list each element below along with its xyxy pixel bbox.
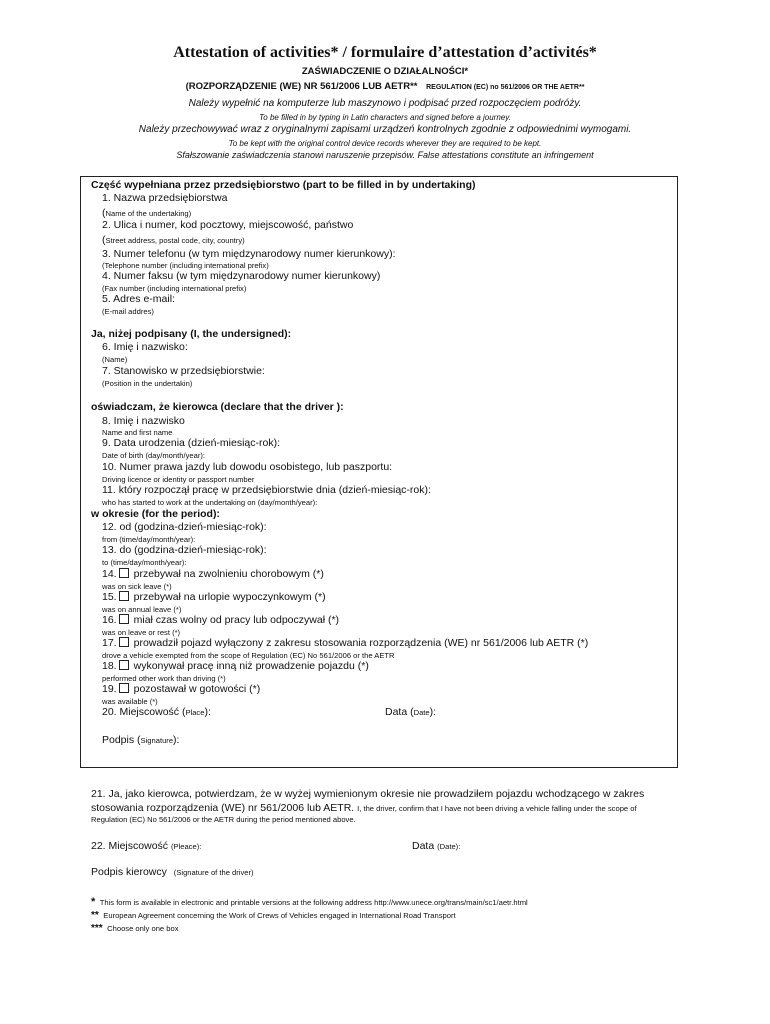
- option-14-hint: was on sick leave (*): [102, 582, 172, 591]
- option-17-hint: drove a vehicle exempted from the scope of Regulation (EC) No 561/2006 or the AETR: [102, 651, 395, 660]
- field-7-hint: (Position in the undertakin): [102, 379, 193, 388]
- field-6-label[interactable]: 6. Imię i nazwisko:: [102, 341, 188, 353]
- field-22-place[interactable]: 22. Miejscowość (Pleace):: [91, 840, 202, 852]
- checkbox-14[interactable]: [119, 568, 129, 578]
- field-11-hint: who has started to work at the undertaking on (day/month/year):: [102, 498, 318, 507]
- field-8-label[interactable]: 8. Imię i nazwisko: [102, 415, 185, 427]
- field-1-label[interactable]: 1. Nazwa przedsiębiorstwa: [102, 192, 228, 204]
- option-19-hint: was available (*): [102, 697, 158, 706]
- field-11-label[interactable]: 11. który rozpoczął pracę w przedsiębiorstwie dnia (dzień-miesiąc-rok):: [102, 484, 431, 496]
- field-2-hint: (Street address, postal code, city, country): [102, 234, 245, 246]
- checkbox-16[interactable]: [119, 614, 129, 624]
- checkbox-19[interactable]: [119, 683, 129, 693]
- regulation-pl: (ROZPORZĄDZENIE (WE) NR 561/2006 LUB AETR**: [185, 81, 418, 92]
- field-20-date[interactable]: Data (Date):: [385, 706, 437, 718]
- checkbox-17[interactable]: [119, 637, 129, 647]
- checkbox-15[interactable]: [119, 591, 129, 601]
- field-10-hint: Driving licence or identity or passport number: [102, 475, 255, 484]
- instruction-2-en: To be kept with the original control device records wherever they are required to be kept.: [228, 139, 542, 148]
- driver-signature[interactable]: Podpis kierowcy (Signature of the driver): [91, 866, 254, 878]
- statement-21-line3: Regulation (EC) No 561/2006 or the AETR during the period mentioned above.: [91, 815, 356, 824]
- field-10-label[interactable]: 10. Numer prawa jazdy lub dowodu osobistego, lub paszportu:: [102, 461, 393, 473]
- field-3-label[interactable]: 3. Numer telefonu (w tym międzynarodowy numer kierunkowy):: [102, 248, 396, 260]
- undertaking-signature[interactable]: Podpis (Signature):: [102, 734, 180, 746]
- option-14[interactable]: 14. przebywał na zwolnieniu chorobowym (*): [102, 568, 324, 580]
- undertaking-form-box: [80, 176, 678, 768]
- statement-21-line1: 21. Ja, jako kierowca, potwierdzam, że w wyżej wymienionym okresie nie prowadziłem pojazdu wchodzącego w zakres: [91, 788, 645, 800]
- option-17[interactable]: 17. prowadził pojazd wyłączony z zakresu stosowania rozporządzenia (WE) nr 561/2006 lub AETR (*): [102, 637, 589, 649]
- statement-21-line2: stosowania rozporządzenia (WE) nr 561/2006 lub AETR. I, the driver, confirm that I have not been driving a vehicle falling under the scope of: [91, 802, 637, 814]
- period-heading: w okresie (for the period):: [91, 508, 220, 520]
- instruction-2-pl: Należy przechowywać wraz z oryginalnymi zapisami urządzeń kontrolnych zgodnie z odpowiednimi wymogami.: [138, 124, 632, 135]
- field-1-hint: (Name of the undertaking): [102, 207, 192, 219]
- field-4-label[interactable]: 4. Numer faksu (w tym międzynarodowy numer kierunkowy): [102, 270, 381, 282]
- field-5-hint: (E-mail addres): [102, 307, 154, 316]
- field-20-place[interactable]: 20. Miejscowość (Place):: [102, 706, 211, 718]
- option-19[interactable]: 19. pozostawał w gotowości (*): [102, 683, 261, 695]
- instruction-3: Sfałszowanie zaświadczenia stanowi naruszenie przepisów. False attestations constitute an infringement: [176, 150, 594, 160]
- field-7-label[interactable]: 7. Stanowisko w przedsiębiorstwie:: [102, 365, 265, 377]
- field-12-label[interactable]: 12. od (godzina-dzień-miesiąc-rok):: [102, 521, 267, 533]
- option-16-hint: was on leave or rest (*): [102, 628, 181, 637]
- field-2-label[interactable]: 2. Ulica i numer, kod pocztowy, miejscowość, państwo: [102, 219, 354, 231]
- field-6-hint: (Name): [102, 355, 128, 364]
- regulation-en: REGULATION (EC) no 561/2006 OR THE AETR**: [426, 84, 585, 91]
- field-13-hint: to (time/day/month/year):: [102, 558, 187, 567]
- field-22-date[interactable]: Data (Date):: [412, 840, 461, 852]
- option-15[interactable]: 15. przebywał na urlopie wypoczynkowym (*): [102, 591, 326, 603]
- regulation-line: [0, 81, 770, 92]
- footnote-2: ** European Agreement concerning the Work of Crews of Vehicles engaged in International Road Transport: [91, 910, 456, 921]
- instruction-1-pl: Należy wypełnić na komputerze lub maszynowo i podpisać przed rozpoczęciem podróży.: [188, 98, 582, 109]
- option-18[interactable]: 18. wykonywał pracę inną niż prowadzenie pojazdu (*): [102, 660, 369, 672]
- field-12-hint: from (time/day/month/year):: [102, 535, 196, 544]
- field-9-label[interactable]: 9. Data urodzenia (dzień-miesiąc-rok):: [102, 437, 280, 449]
- form-subtitle: ZAŚWIADCZENIE O DZIAŁALNOŚCI*: [301, 66, 469, 77]
- undersigned-heading: Ja, niżej podpisany (I, the undersigned):: [91, 328, 292, 340]
- field-3-hint: (Telephone number (including international prefix): [102, 261, 269, 270]
- footnote-3: *** Choose only one box: [91, 923, 179, 934]
- footnote-1: * This form is available in electronic and printable versions at the following address http://www.unece.org/trans/main/sc1/aetr.html: [91, 896, 528, 908]
- field-9-hint: Date of birth (day/month/year):: [102, 451, 205, 460]
- form-title: Attestation of activities* / formulaire d’attestation d’activités*: [173, 44, 597, 61]
- option-16[interactable]: 16. miał czas wolny od pracy lub odpoczywał (*): [102, 614, 340, 626]
- field-5-label[interactable]: 5. Adres e-mail:: [102, 293, 175, 305]
- option-18-hint: performed other work than driving (*): [102, 674, 226, 683]
- field-13-label[interactable]: 13. do (godzina-dzień-miesiąc-rok):: [102, 544, 267, 556]
- checkbox-18[interactable]: [119, 660, 129, 670]
- instruction-1-en: To be filled in by typing in Latin characters and signed before a journey.: [259, 113, 511, 122]
- driver-heading: oświadczam, że kierowca (declare that the driver ):: [91, 401, 344, 413]
- field-8-hint: Name and first name: [102, 428, 173, 437]
- option-15-hint: was on annual leave (*): [102, 605, 182, 614]
- field-4-hint: (Fax number (including international prefix): [102, 284, 247, 293]
- undertaking-heading: Część wypełniana przez przedsiębiorstwo (part to be filled in by undertaking): [91, 179, 476, 191]
